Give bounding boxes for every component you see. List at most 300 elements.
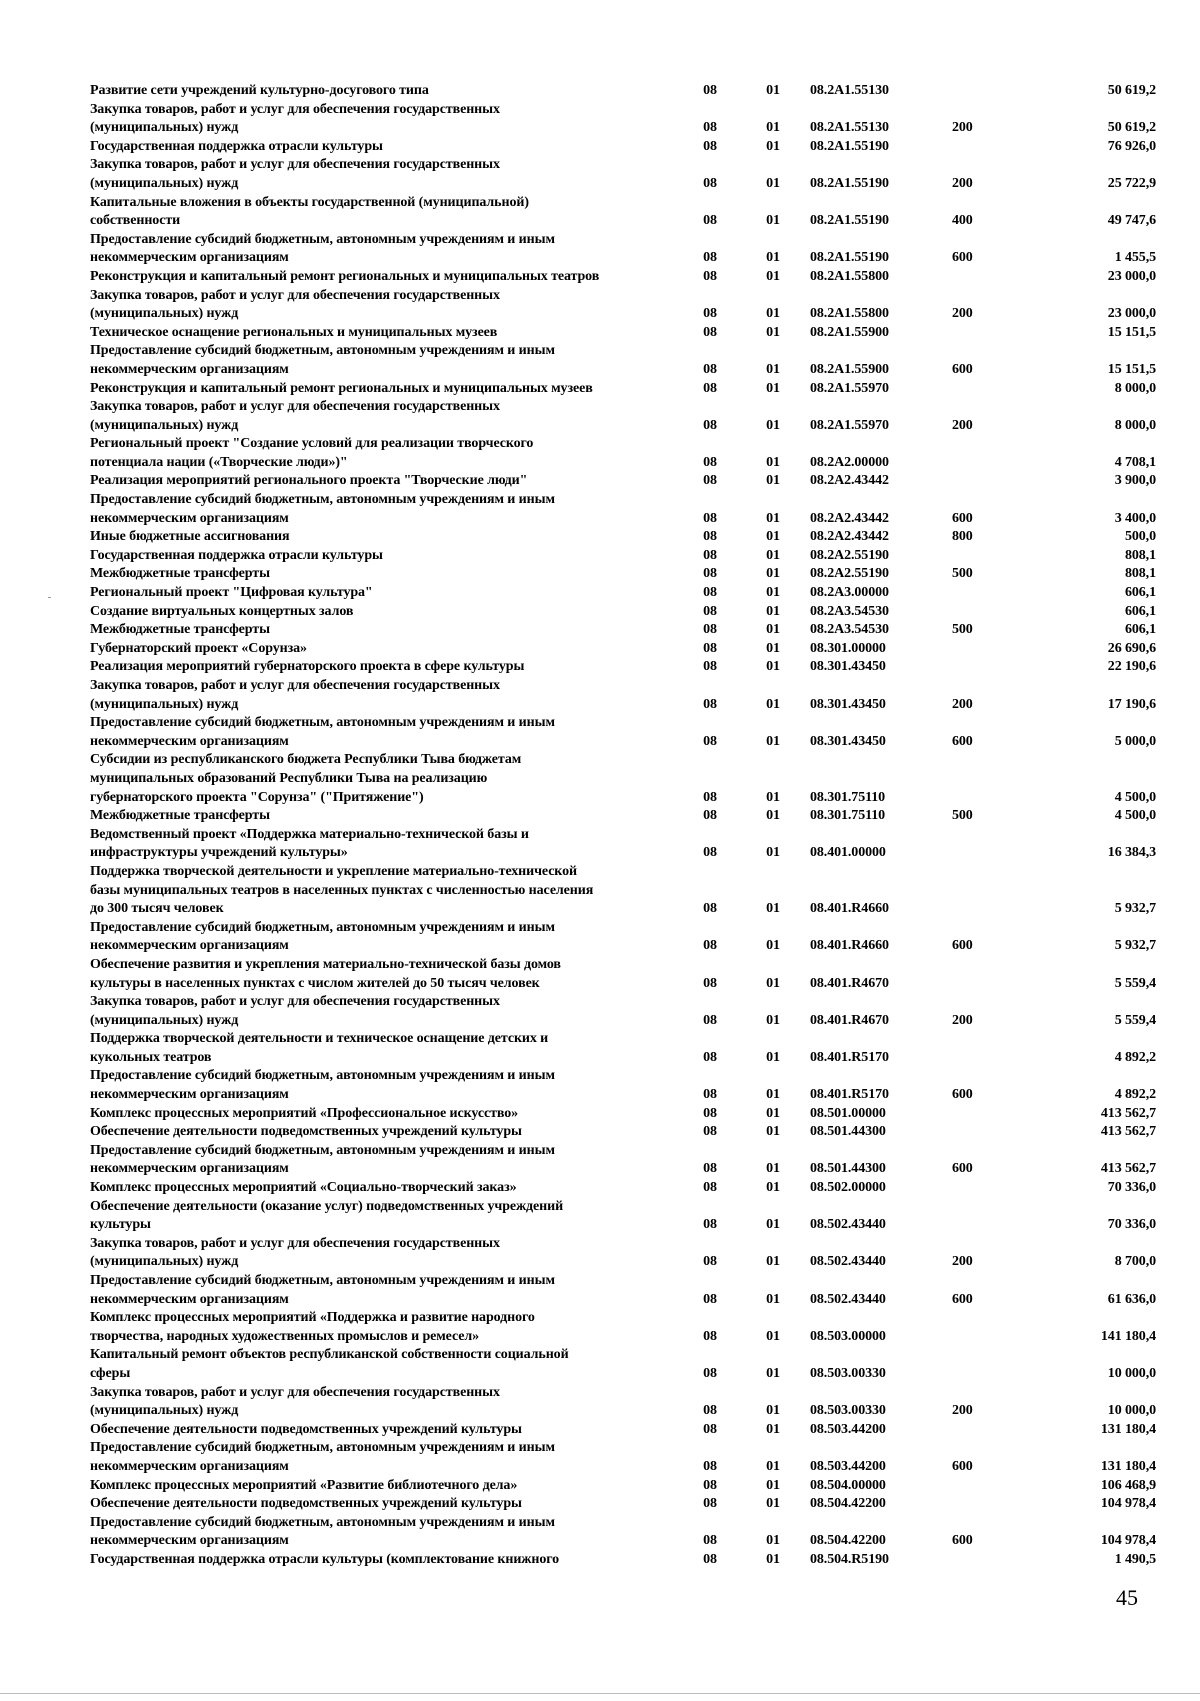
table-row [90, 1142, 1156, 1179]
target-article-cell: 08.2A3.54530 [810, 603, 889, 619]
section-code-cell: 08 [703, 83, 717, 98]
amount-cell: 70 336,0 [1107, 1180, 1156, 1196]
section-code-cell: 08 [703, 473, 717, 489]
target-article-cell: 08.2A1.55190 [810, 175, 889, 191]
target-article-cell: 08.504.R5190 [810, 1551, 889, 1567]
table-row [90, 1346, 1156, 1383]
section-code-cell: 08 [703, 659, 717, 675]
subsection-code-cell: 01 [766, 696, 780, 712]
target-article-cell: 08.401.R4660 [810, 901, 889, 917]
subsection-code-cell: 01 [766, 1217, 780, 1233]
subsection-code-cell: 01 [766, 83, 780, 98]
section-code-cell: 08 [703, 585, 717, 601]
table-row [90, 491, 1156, 528]
expense-name-cell: Предоставление субсидий бюджетным, автономным учреждениям и иным некоммерческим организациям [90, 1142, 555, 1177]
expense-type-cell [952, 324, 1006, 343]
section-code-cell: 08 [703, 1049, 717, 1065]
amount-cell: 61 636,0 [1107, 1291, 1156, 1307]
table-row [90, 287, 1156, 324]
expense-type-cell: 200 [952, 175, 973, 191]
expense-name-cell: Предоставление субсидий бюджетным, автономным учреждениям и иным некоммерческим организациям [90, 1273, 555, 1307]
amount-cell: 23 000,0 [1107, 268, 1156, 284]
target-article-cell: 08.2A1.55190 [810, 250, 889, 266]
target-article-cell: 08.2A1.55970 [810, 417, 889, 433]
subsection-code-cell: 01 [766, 1049, 780, 1065]
table-row [90, 956, 1156, 993]
section-code-cell: 08 [703, 175, 717, 191]
subsection-code-cell: 01 [766, 603, 780, 619]
amount-cell: 5 559,4 [1114, 1012, 1156, 1028]
table-row [90, 1551, 1156, 1570]
section-code-cell: 08 [703, 380, 717, 396]
scan-edge-line [0, 1693, 1200, 1694]
subsection-code-cell: 01 [766, 306, 780, 322]
section-code-cell: 08 [703, 1365, 717, 1381]
section-code-cell: 08 [703, 1458, 717, 1474]
section-code-cell: 08 [703, 138, 717, 154]
section-code-cell: 08 [703, 566, 717, 582]
expense-type-cell [952, 1198, 1006, 1235]
table-row [90, 101, 1156, 138]
expense-type-cell [952, 584, 1006, 603]
subsection-code-cell: 01 [766, 1012, 780, 1028]
expense-type-cell: 500 [952, 808, 973, 824]
expense-name-cell: Техническое оснащение региональных и муниципальных музеев [90, 324, 498, 340]
target-article-cell: 08.504.00000 [810, 1477, 886, 1493]
expense-type-cell: 800 [952, 529, 973, 545]
section-code-cell: 08 [703, 1180, 717, 1196]
table-row [90, 156, 1156, 193]
expense-type-cell: 600 [952, 1161, 973, 1177]
target-article-cell: 08.301.43450 [810, 733, 886, 749]
amount-cell: 413 562,7 [1100, 1124, 1156, 1140]
subsection-code-cell: 01 [766, 361, 780, 377]
expense-name-cell: Комплекс процессных мероприятий «Профессиональное искусство» [90, 1105, 519, 1121]
target-article-cell: 08.503.44200 [810, 1421, 886, 1437]
table-row [90, 751, 1156, 807]
section-code-cell: 08 [703, 808, 717, 824]
table-row [90, 435, 1156, 472]
target-article-cell: 08.2A1.55800 [810, 268, 889, 284]
table-row [90, 677, 1156, 714]
section-code-cell: 08 [703, 529, 717, 545]
page-number: 45 [1116, 1585, 1138, 1610]
expense-name-cell: Капитальный ремонт объектов республиканской собственности социальной сферы [90, 1347, 569, 1381]
table-row [90, 621, 1156, 640]
table-row [90, 807, 1156, 826]
subsection-code-cell: 01 [766, 1496, 780, 1512]
subsection-code-cell: 01 [766, 1533, 780, 1549]
subsection-code-cell: 01 [766, 529, 780, 545]
section-code-cell: 08 [703, 733, 717, 749]
expense-name-cell: Комплекс процессных мероприятий «Социально-творческий заказ» [90, 1180, 517, 1196]
expense-name-cell: Капитальные вложения в объекты государственной (муниципальной) собственности [90, 194, 529, 229]
section-code-cell: 08 [703, 1124, 717, 1140]
section-code-cell: 08 [703, 120, 717, 136]
table-row [90, 380, 1156, 399]
target-article-cell: 08.502.43440 [810, 1217, 886, 1233]
expense-type-cell: 600 [952, 1291, 973, 1307]
target-article-cell: 08.2A1.55130 [810, 83, 889, 98]
subsection-code-cell: 01 [766, 1124, 780, 1140]
target-article-cell: 08.301.75110 [810, 789, 886, 805]
amount-cell: 5 559,4 [1114, 975, 1156, 991]
section-code-cell: 08 [703, 938, 717, 954]
amount-cell: 131 180,4 [1100, 1458, 1156, 1474]
amount-cell: 76 926,0 [1107, 138, 1156, 154]
subsection-code-cell: 01 [766, 901, 780, 917]
expense-name-cell: Обеспечение деятельности (оказание услуг) подведомственных учреждений культуры [90, 1198, 564, 1233]
amount-cell: 4 892,2 [1114, 1049, 1156, 1065]
expense-name-cell: Обеспечение развития и укрепления материально-технической базы домов культуры в населенных пунктах с числом жителей до 50 тысяч человек [90, 956, 561, 991]
expense-name-cell: Закупка товаров, работ и услуг для обеспечения государственных (муниципальных) нужд [90, 678, 500, 712]
table-row [90, 1477, 1156, 1496]
expense-type-cell: 500 [952, 566, 973, 582]
amount-cell: 131 180,4 [1100, 1421, 1156, 1437]
subsection-code-cell: 01 [766, 510, 780, 526]
table-row [90, 138, 1156, 157]
table-row [90, 714, 1156, 751]
expense-name-cell: Межбюджетные трансферты [90, 566, 270, 582]
section-code-cell: 08 [703, 1496, 717, 1512]
section-code-cell: 08 [703, 1012, 717, 1028]
target-article-cell: 08.301.43450 [810, 696, 886, 712]
expense-type-cell [952, 1477, 1006, 1496]
expense-name-cell: Предоставление субсидий бюджетным, автономным учреждениям и иным некоммерческим организациям [90, 715, 555, 749]
expense-type-cell [952, 603, 1006, 622]
target-article-cell: 08.2A2.43442 [810, 473, 889, 489]
table-row [90, 658, 1156, 677]
section-code-cell: 08 [703, 901, 717, 917]
section-code-cell: 08 [703, 306, 717, 322]
table-row [90, 194, 1156, 231]
expense-type-cell [952, 1495, 1006, 1514]
target-article-cell: 08.503.00000 [810, 1328, 886, 1344]
subsection-code-cell: 01 [766, 268, 780, 284]
target-article-cell: 08.2A2.00000 [810, 454, 889, 470]
expense-name-cell: Реконструкция и капитальный ремонт региональных и муниципальных театров [90, 268, 600, 284]
amount-cell: 8 700,0 [1114, 1254, 1156, 1270]
amount-cell: 10 000,0 [1107, 1403, 1156, 1419]
amount-cell: 1 455,5 [1114, 250, 1156, 266]
amount-cell: 104 978,4 [1100, 1533, 1156, 1549]
expense-name-cell: Реализация мероприятий регионального проекта "Творческие люди" [90, 473, 528, 489]
table-row [90, 1272, 1156, 1309]
section-code-cell: 08 [703, 1328, 717, 1344]
expense-name-cell: Государственная поддержка отрасли культуры (комплектование книжного [90, 1551, 560, 1567]
subsection-code-cell: 01 [766, 1421, 780, 1437]
target-article-cell: 08.401.R5170 [810, 1087, 889, 1103]
subsection-code-cell: 01 [766, 1180, 780, 1196]
target-article-cell: 08.401.R4670 [810, 975, 889, 991]
section-code-cell: 08 [703, 1551, 717, 1567]
table-row [90, 1105, 1156, 1124]
subsection-code-cell: 01 [766, 845, 780, 861]
expense-name-cell: Предоставление субсидий бюджетным, автономным учреждениям и иным некоммерческим организациям [90, 1068, 555, 1103]
amount-cell: 15 151,5 [1107, 361, 1156, 377]
amount-cell: 49 747,6 [1107, 213, 1156, 229]
subsection-code-cell: 01 [766, 1458, 780, 1474]
target-article-cell: 08.2A2.43442 [810, 510, 889, 526]
expense-name-cell: Региональный проект "Цифровая культура" [90, 585, 373, 601]
section-code-cell: 08 [703, 696, 717, 712]
amount-cell: 17 190,6 [1107, 696, 1156, 712]
amount-cell: 1 490,5 [1114, 1551, 1156, 1567]
target-article-cell: 08.401.00000 [810, 845, 886, 861]
subsection-code-cell: 01 [766, 733, 780, 749]
expense-name-cell: Закупка товаров, работ и услуг для обеспечения государственных (муниципальных) нужд [90, 399, 500, 433]
section-code-cell: 08 [703, 454, 717, 470]
amount-cell: 413 562,7 [1100, 1105, 1156, 1121]
table-row [90, 1384, 1156, 1421]
expense-type-cell: 200 [952, 306, 973, 322]
expense-name-cell: Ведомственный проект «Поддержка материально-технической базы и инфраструктуры учреждений культуры» [90, 826, 529, 861]
expense-type-cell: 600 [952, 250, 973, 266]
subsection-code-cell: 01 [766, 213, 780, 229]
amount-cell: 8 000,0 [1114, 380, 1156, 396]
expense-name-cell: Закупка товаров, работ и услуг для обеспечения государственных (муниципальных) нужд [90, 101, 500, 136]
budget-table-body [90, 82, 1156, 1570]
expense-name-cell: Губернаторский проект «Сорунза» [90, 640, 307, 656]
subsection-code-cell: 01 [766, 640, 780, 656]
expense-type-cell [952, 1105, 1006, 1124]
expense-name-cell: Обеспечение деятельности подведомственных учреждений культуры [90, 1124, 522, 1140]
table-row [90, 231, 1156, 268]
table-row [90, 565, 1156, 584]
subsection-code-cell: 01 [766, 1291, 780, 1307]
expense-name-cell: Предоставление субсидий бюджетным, автономным учреждениям и иным некоммерческим организациям [90, 231, 555, 266]
table-row [90, 1514, 1156, 1551]
amount-cell: 23 000,0 [1107, 306, 1156, 322]
expense-type-cell: 600 [952, 361, 973, 377]
table-row [90, 1123, 1156, 1142]
table-row [90, 1439, 1156, 1476]
section-code-cell: 08 [703, 417, 717, 433]
amount-cell: 808,1 [1124, 547, 1156, 563]
amount-cell: 5 000,0 [1114, 733, 1156, 749]
expense-type-cell: 200 [952, 417, 973, 433]
section-code-cell: 08 [703, 1403, 717, 1419]
expense-name-cell: Государственная поддержка отрасли культуры [90, 138, 383, 154]
table-row [90, 1067, 1156, 1104]
subsection-code-cell: 01 [766, 454, 780, 470]
subsection-code-cell: 01 [766, 585, 780, 601]
subsection-code-cell: 01 [766, 622, 780, 638]
expense-type-cell [952, 863, 1006, 919]
expense-name-cell: Предоставление субсидий бюджетным, автономным учреждениям и иным некоммерческим организациям [90, 919, 555, 954]
scan-mark [48, 597, 51, 598]
section-code-cell: 08 [703, 250, 717, 266]
expense-name-cell: Создание виртуальных концертных залов [90, 603, 354, 619]
target-article-cell: 08.2A1.55190 [810, 213, 889, 229]
expense-type-cell [952, 658, 1006, 677]
target-article-cell: 08.2A1.55970 [810, 380, 889, 396]
subsection-code-cell: 01 [766, 1254, 780, 1270]
target-article-cell: 08.401.R5170 [810, 1049, 889, 1065]
expense-type-cell [952, 1123, 1006, 1142]
expense-name-cell: Субсидии из республиканского бюджета Республики Тыва бюджетам муниципальных образований Республики Тыва на реализацию губернаторского проекта "Сорунза" ("Притяжение") [90, 752, 522, 805]
amount-cell: 70 336,0 [1107, 1217, 1156, 1233]
expense-type-cell [952, 268, 1006, 287]
expense-type-cell: 200 [952, 120, 973, 136]
section-code-cell: 08 [703, 845, 717, 861]
target-article-cell: 08.502.43440 [810, 1291, 886, 1307]
amount-cell: 5 932,7 [1114, 901, 1156, 917]
table-row [90, 1421, 1156, 1440]
amount-cell: 141 180,4 [1100, 1328, 1156, 1344]
target-article-cell: 08.502.43440 [810, 1254, 886, 1270]
section-code-cell: 08 [703, 213, 717, 229]
section-code-cell: 08 [703, 324, 717, 340]
subsection-code-cell: 01 [766, 175, 780, 191]
expense-type-cell: 400 [952, 213, 973, 229]
target-article-cell: 08.2A1.55800 [810, 306, 889, 322]
amount-cell: 413 562,7 [1100, 1161, 1156, 1177]
target-article-cell: 08.2A1.55900 [810, 324, 889, 340]
subsection-code-cell: 01 [766, 1087, 780, 1103]
table-row [90, 1179, 1156, 1198]
budget-table [90, 82, 1156, 1570]
table-row [90, 1198, 1156, 1235]
section-code-cell: 08 [703, 510, 717, 526]
section-code-cell: 08 [703, 975, 717, 991]
section-code-cell: 08 [703, 1477, 717, 1493]
expense-name-cell: Предоставление субсидий бюджетным, автономным учреждениям и иным некоммерческим организациям [90, 492, 555, 526]
expense-name-cell: Обеспечение деятельности подведомственных учреждений культуры [90, 1421, 522, 1437]
section-code-cell: 08 [703, 361, 717, 377]
table-row [90, 863, 1156, 919]
expense-name-cell: Предоставление субсидий бюджетным, автономным учреждениям и иным некоммерческим организациям [90, 343, 555, 377]
expense-name-cell: Закупка товаров, работ и услуг для обеспечения государственных (муниципальных) нужд [90, 1235, 500, 1270]
subsection-code-cell: 01 [766, 120, 780, 136]
subsection-code-cell: 01 [766, 566, 780, 582]
expense-type-cell [952, 472, 1006, 491]
amount-cell: 4 500,0 [1114, 808, 1156, 824]
expense-name-cell: Закупка товаров, работ и услуг для обеспечения государственных (муниципальных) нужд [90, 994, 500, 1028]
subsection-code-cell: 01 [766, 473, 780, 489]
amount-cell: 4 708,1 [1114, 454, 1156, 470]
expense-name-cell: Региональный проект "Создание условий для реализации творческого потенциала нации («Творческие люди»)" [90, 436, 534, 470]
expense-type-cell [952, 1030, 1006, 1067]
table-row [90, 472, 1156, 491]
expense-name-cell: Реконструкция и капитальный ремонт региональных и муниципальных музеев [90, 380, 593, 396]
target-article-cell: 08.501.44300 [810, 1124, 886, 1140]
section-code-cell: 08 [703, 1217, 717, 1233]
amount-cell: 3 400,0 [1114, 510, 1156, 526]
amount-cell: 16 384,3 [1107, 845, 1156, 861]
expense-name-cell: Иные бюджетные ассигнования [90, 529, 290, 545]
subsection-code-cell: 01 [766, 1477, 780, 1493]
section-code-cell: 08 [703, 789, 717, 805]
amount-cell: 25 722,9 [1107, 175, 1156, 191]
section-code-cell: 08 [703, 1087, 717, 1103]
section-code-cell: 08 [703, 622, 717, 638]
expense-type-cell [952, 751, 1006, 807]
subsection-code-cell: 01 [766, 808, 780, 824]
expense-name-cell: Предоставление субсидий бюджетным, автономным учреждениям и иным некоммерческим организациям [90, 1514, 555, 1549]
expense-type-cell [952, 1346, 1006, 1383]
target-article-cell: 08.2A3.54530 [810, 622, 889, 638]
expense-type-cell [952, 435, 1006, 472]
table-row [90, 1235, 1156, 1272]
section-code-cell: 08 [703, 1291, 717, 1307]
expense-type-cell: 200 [952, 1403, 973, 1419]
target-article-cell: 08.503.00330 [810, 1403, 886, 1419]
subsection-code-cell: 01 [766, 547, 780, 563]
expense-type-cell [952, 82, 1006, 101]
target-article-cell: 08.501.44300 [810, 1161, 886, 1177]
subsection-code-cell: 01 [766, 975, 780, 991]
section-code-cell: 08 [703, 640, 717, 656]
expense-type-cell [952, 956, 1006, 993]
amount-cell: 15 151,5 [1107, 324, 1156, 340]
table-row [90, 528, 1156, 547]
subsection-code-cell: 01 [766, 380, 780, 396]
table-row [90, 268, 1156, 287]
expense-type-cell [952, 1179, 1006, 1198]
table-row [90, 1495, 1156, 1514]
expense-type-cell: 200 [952, 1012, 973, 1028]
amount-cell: 22 190,6 [1107, 659, 1156, 675]
subsection-code-cell: 01 [766, 1105, 780, 1121]
table-row [90, 1030, 1156, 1067]
table-row [90, 1309, 1156, 1346]
table-row [90, 993, 1156, 1030]
amount-cell: 5 932,7 [1114, 938, 1156, 954]
table-row [90, 547, 1156, 566]
section-code-cell: 08 [703, 1254, 717, 1270]
subsection-code-cell: 01 [766, 1551, 780, 1567]
section-code-cell: 08 [703, 1161, 717, 1177]
target-article-cell: 08.301.75110 [810, 808, 886, 824]
expense-name-cell: Поддержка творческой деятельности и техническое оснащение детских и кукольных театров [90, 1031, 549, 1065]
expense-type-cell [952, 547, 1006, 566]
expense-name-cell: Закупка товаров, работ и услуг для обеспечения государственных (муниципальных) нужд [90, 157, 500, 191]
subsection-code-cell: 01 [766, 138, 780, 154]
expense-type-cell: 600 [952, 1087, 973, 1103]
target-article-cell: 08.401.R4670 [810, 1012, 889, 1028]
subsection-code-cell: 01 [766, 938, 780, 954]
target-article-cell: 08.501.00000 [810, 1105, 886, 1121]
amount-cell: 106 468,9 [1100, 1477, 1156, 1493]
table-row [90, 324, 1156, 343]
amount-cell: 4 892,2 [1114, 1087, 1156, 1103]
expense-name-cell: Закупка товаров, работ и услуг для обеспечения государственных (муниципальных) нужд [90, 1384, 500, 1419]
subsection-code-cell: 01 [766, 250, 780, 266]
expense-type-cell [952, 1309, 1006, 1346]
target-article-cell: 08.504.42200 [810, 1496, 886, 1512]
expense-name-cell: Межбюджетные трансферты [90, 622, 270, 638]
expense-name-cell: Комплекс процессных мероприятий «Развитие библиотечного дела» [90, 1477, 518, 1493]
amount-cell: 606,1 [1124, 603, 1156, 619]
target-article-cell: 08.401.R4660 [810, 938, 889, 954]
amount-cell: 606,1 [1124, 585, 1156, 601]
expense-type-cell: 600 [952, 1533, 973, 1549]
amount-cell: 606,1 [1124, 622, 1156, 638]
target-article-cell: 08.301.00000 [810, 640, 886, 656]
table-row [90, 398, 1156, 435]
subsection-code-cell: 01 [766, 1161, 780, 1177]
section-code-cell: 08 [703, 268, 717, 284]
table-row [90, 584, 1156, 603]
subsection-code-cell: 01 [766, 1365, 780, 1381]
target-article-cell: 08.2A1.55130 [810, 120, 889, 136]
section-code-cell: 08 [703, 1421, 717, 1437]
expense-type-cell [952, 380, 1006, 399]
target-article-cell: 08.502.00000 [810, 1180, 886, 1196]
amount-cell: 10 000,0 [1107, 1365, 1156, 1381]
target-article-cell: 08.2A3.00000 [810, 585, 889, 601]
